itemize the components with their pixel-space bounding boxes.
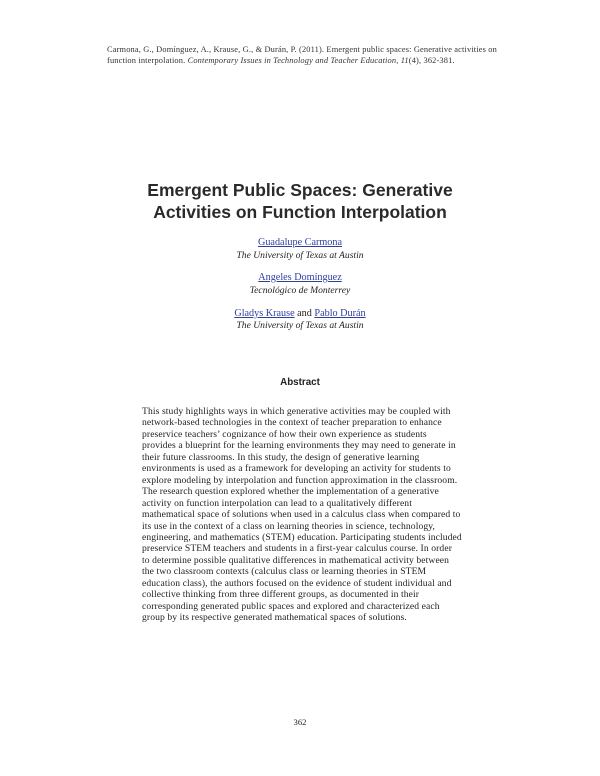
paper-title-line-1: Emergent Public Spaces: Generative [147, 180, 453, 200]
affiliation-2: Tecnológico de Monterrey [249, 285, 351, 296]
author-link-3[interactable]: Gladys Krause [234, 308, 295, 319]
abstract-body: This study highlights ways in which generative activities may be coupled with network-based technologies in the context of teacher preparation to enhance preservice teachers’ cognizance of how their own experience as students provides a blueprint for the learning environments they may need to generate in their future classrooms. In this study, the design of generative learning environments is used as a framework for developing an activity for students to explore modeling by interpolation and function approximation in the classroom. The research question explored whether the implementation of a generative activity on function interpolation can lead to a qualitatively different mathematical space of solutions when used in a calculus class when compared to its use in the context of a class on learning theories in science, technology, engineering, and mathematics (STEM) education. Participating students included preservice STEM teachers and students in a first-year calculus course. In order to determine possible qualitative differences in mathematical activity between the two classroom contexts (calculus class or learning theories in STEM education class), the authors focused on the evidence of student individual and collective thinking from three different groups, as documented in their corresponding generated public spaces and explored and characterized each group by its respective generated mathematical spaces of solutions. [142, 406, 462, 624]
abstract-heading: Abstract [280, 377, 320, 388]
author-2 [0, 272, 600, 283]
affiliation-1: The University of Texas at Austin [236, 250, 364, 261]
page-number: 362 [293, 717, 307, 727]
paper-title-line-2: Activities on Function Interpolation [153, 202, 447, 222]
author-link-1[interactable]: Guadalupe Carmona [257, 237, 343, 248]
citation-tail: (4), 362-381. [408, 56, 455, 66]
citation-text: Carmona, G., Domínguez, A., Krause, G., & Durán, P. (2011). Emergent public spaces: Generative activities on function interpolation. [107, 45, 497, 66]
author-link-2[interactable]: Angeles Domínguez [258, 272, 342, 283]
author-conjunction: and [297, 308, 312, 319]
affiliation-3: The University of Texas at Austin [236, 320, 364, 331]
author-1 [0, 237, 600, 248]
journal-name: Contemporary Issues in Technology and Teacher Education [187, 56, 397, 66]
author-link-4[interactable]: Pablo Durán [314, 308, 366, 319]
journal-volume: 11 [400, 56, 409, 66]
citation-header: Carmona, G., Domínguez, A., Krause, G., & Durán, P. (2011). Emergent public spaces: Generative activities on function interpolation. Contemporary Issues in Technology and Teacher Education, 11(4), 362-381. [107, 45, 497, 66]
author-pair [0, 308, 600, 319]
